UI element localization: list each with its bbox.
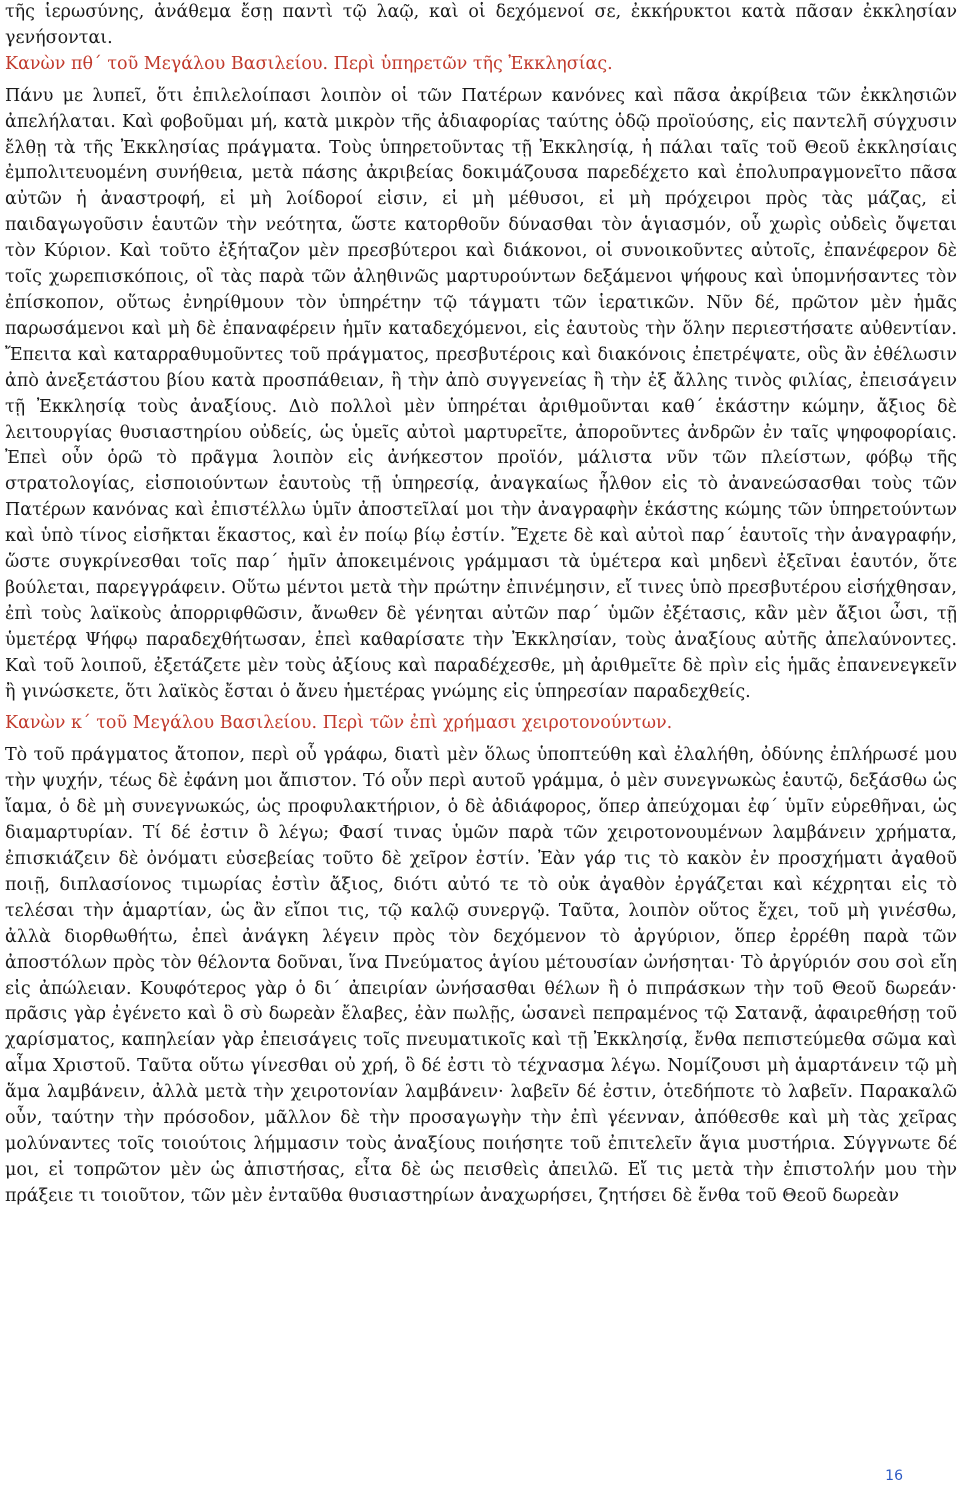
canon-89-heading: Κανὼν πθ΄ τοῦ Μεγάλου Βασιλείου. Περὶ ὑπηρετῶν τῆς Ἐκκλησίας. bbox=[5, 53, 613, 74]
canon-20-heading: Κανὼν κ΄ τοῦ Μεγάλου Βασιλείου. Περὶ τῶν ἐπὶ χρήμασι χειροτονούντων. bbox=[5, 713, 673, 734]
canon-89-body: Πάνυ με λυπεῖ, ὅτι ἐπιλελοίπασι λοιπὸν οἱ τῶν Πατέρων κανόνες καὶ πᾶσα ἀκρίβεια τῶν ἐκκλησιῶν ἀπελήλαται. Καὶ φοβοῦμαι μή, κατὰ μικρὸν τῆς ἀδιαφορίας ταύτης ὁδῷ προϊούσης, εἰς παντελῆ σύγχυσιν ἔλθῃ τὰ τῆς Ἐκκλησίας πράγματα. Τοὺς ὑπηρετοῦντας τῇ Ἐκκλησίᾳ, ἡ πάλαι ταῖς τοῦ Θεοῦ ἐκκλησίαις ἐμπολιτευομένη συνήθεια, μετὰ πάσης ἀκριβείας δοκιμάζουσα παρεδέχετο καὶ ἐπολυπραγμονεῖτο πᾶσα αὐτῶν ἡ ἀναστροφή, εἰ μὴ λοίδοροί εἰσιν, εἰ μὴ μέθυσοι, εἰ μὴ πρόχειροι πρὸς τὰς μάζας, εἰ παιδαγωγοῦσιν ἑαυτῶν τὴν νεότητα, ὥστε κατορθοῦν δύνασθαι τὸν ἁγιασμόν, οὗ χωρὶς οὐδεὶς ὄψεται τὸν Κύριον. Καὶ τοῦτο ἐξήταζον μὲν πρεσβύτεροι καὶ διάκονοι, οἱ συνοικοῦντες αὐτοῖς, ἐπανέφερον δὲ τοῖς χωρεπισκόποις, οἳ τὰς παρὰ τῶν ἀληθινῶς μαρτυρούντων δεξάμενοι ψήφους καὶ ὑπομνήσαντες τὸν ἐπίσκοπον, οὕτως ἐνηρίθμουν τὸν ὑπηρέτην τῷ τάγματι τῶν ἱερατικῶν. Νῦν δέ, πρῶτον μὲν ἡμᾶς παρωσάμενοι καὶ μὴ δὲ ἐπαναφέρειν ἡμῖν καταδεχόμενοι, εἰς ἑαυτοὺς τὴν ὅλην περιεστήσατε αὐθεντίαν. Ἔπειτα καὶ καταρραθυμοῦντες τοῦ πράγματος, πρεσβυτέροις καὶ διακόνοις ἐπετρέψατε, οὓς ἂν ἐθέλωσιν ἀπὸ ἀνεξετάστου βίου κατὰ προσπάθειαν, ἢ τὴν ἀπὸ συγγενείας ἢ τὴν ἐξ ἄλλης τινὸς φιλίας, ἐπεισάγειν τῇ Ἐκκλησίᾳ τοὺς ἀναξίους. Διὸ πολλοὶ μὲν ὑπηρέται ἀριθμοῦνται καθ΄ ἑκάστην κώμην, ἄξιος δὲ λειτουργίας θυσιαστηρίου οὐδείς, ὡς ὑμεῖς αὐτοὶ μαρτυρεῖτε, ἀποροῦντες ἀνδρῶν ἐν ταῖς ψηφοφορίαις. Ἐπεὶ οὖν ὁρῶ τὸ πρᾶγμα λοιπὸν εἰς ἀνήκεστον προϊόν, μάλιστα νῦν τῶν πλείστων, φόβῳ τῆς στρατολογίας, εἰσποιούντων ἑαυτοὺς τῇ ὑπηρεσίᾳ, ἀναγκαίως ἦλθον εἰς τὸ ἀνανεώσασθαι τοὺς τῶν Πατέρων κανόνας καὶ ἐπιστέλλω ὑμῖν ἀποστεῖλαί μοι τὴν ἀναγραφὴν ἑκάστης κώμης τῶν ὑπηρετούντων καὶ ὑπὸ τίνος εἰσῆκται ἕκαστος, καὶ ἐν ποίῳ βίῳ ἐστίν. Ἔχετε δὲ καὶ αὐτοὶ παρ΄ ἑαυτοῖς τὴν ἀναγραφήν, ὥστε συγκρίνεσθαι τοῖς παρ΄ ἡμῖν ἀποκειμένοις γράμμασι τὰ ὑμέτερα καὶ μηδενὶ ἐξεῖναι ἑαυτόν, ὅτε βούλεται, παρεγγράφειν. Οὕτω μέντοι μετὰ τὴν πρώτην ἐπινέμησιν, εἴ τινες ὑπὸ πρεσβυτέρου εἰσήχθησαν, ἐπὶ τοὺς λαϊκοὺς ἀπορριφθῶσιν, ἄνωθεν δὲ γένηται αὐτῶν παρ΄ ὑμῶν ἐξέτασις, κἂν μὲν ἄξιοι ὦσι, τῇ ὑμετέρᾳ Ψήφῳ παραδεχθήτωσαν, ἐπεὶ καθαρίσατε τὴν Ἐκκλησίαν, τοὺς ἀναξίους αὐτῆς ἀπελαύνοντες. Καὶ τοῦ λοιποῦ, ἐξετάζετε μὲν τοὺς ἀξίους καὶ παραδέχεσθε, μὴ ἀριθμεῖτε δὲ πρὶν εἰς ἡμᾶς ἐπανενεγκεῖν ἢ γινώσκετε, ὅτι λαϊκὸς ἔσται ὁ ἄνευ ἡμετέρας γνώμης εἰς ὑπηρεσίαν παραδεχθείς. bbox=[5, 85, 957, 702]
canon-20-body: Τὸ τοῦ πράγματος ἄτοπον, περὶ οὗ γράφω, διατὶ μὲν ὅλως ὑποπτεύθη καὶ ἐλαλήθη, ὀδύνης ἐπλήρωσέ μου τὴν ψυχήν, τέως δὲ ἐφάνη μοι ἄπιστον. Τό οὖν περὶ αυτοῦ γράμμα, ὁ μὲν συνεγνωκὼς ἑαυτῷ, δεξάσθω ὡς ἴαμα, ὁ δὲ μὴ συνεγνωκώς, ὡς προφυλακτήριον, ὁ δὲ ἀδιάφορος, ὅπερ ἀπεύχομαι ἐφ΄ ὑμῖν εὑρεθῆναι, ὡς διαμαρτυρίαν. Τί δέ ἐστιν ὃ λέγω; Φασί τινας ὑμῶν παρὰ τῶν χειροτονουμένων λαμβάνειν χρήματα, ἐπισκιάζειν δὲ ὀνόματι εὐσεβείας τοῦτο δὲ χεῖρον ἐστίν. Ἐὰν γάρ τις τὸ κακὸν ἐν προσχήματι ἀγαθοῦ ποιῇ, διπλασίονος τιμωρίας ἐστὶν ἄξιος, διότι αὐτό τε τὸ οὐκ ἀγαθὸν ἐργάζεται καὶ κέχρηται εἰς τὸ τελέσαι τὴν ἁμαρτίαν, ὡς ἂν εἴποι τις, τῷ καλῷ συνεργῷ. Ταῦτα, λοιπὸν οὕτος ἔχει, τοῦ μὴ γινέσθω, ἀλλὰ διορθωθήτω, ἐπεὶ ἀνάγκη λέγειν πρὸς τὸν δεχόμενον τὸ ἀργύριον, ὅπερ ἐρρέθη παρὰ τῶν ἀποστόλων πρὸς τὸν θέλοντα δοῦναι, ἵνα Πνεύματος ἁγίου μέτουσίαν ὠνήσηται· Τὸ ἀργύριόν σου σοὶ εἴη εἰς ἀπώλειαν. Κουφότερος γὰρ ὁ δι΄ ἀπειρίαν ὠνήσασθαι θέλων ἢ ὁ πιπράσκων τὴν τοῦ Θεοῦ δωρεάν· πρᾶσις γὰρ ἐγένετο καὶ ὃ σὺ δωρεὰν ἔλαβες, ἐὰν πωλῇς, ὡσανεὶ πεπραμένος τῷ Σατανᾷ, ἀφαιρεθήσῃ τοῦ χαρίσματος, καπηλείαν γὰρ ἐπεισάγεις τοῖς πνευματικοῖς καὶ τῇ Ἐκκλησίᾳ, ἔνθα πεπιστεύμεθα σῶμα καὶ αἷμα Χριστοῦ. Ταῦτα οὕτω γίνεσθαι οὐ χρή, ὃ δέ ἐστι τὸ τέχνασμα λέγω. Νομίζουσι μὴ ἁμαρτάνειν τῷ μὴ ἅμα λαμβάνειν, ἀλλὰ μετὰ τὴν χειροτονίαν λαμβάνειν· λαβεῖν δέ ἐστιν, ὁτεδήποτε τὸ λαβεῖν. Παρακαλῶ οὖν, ταύτην τὴν πρόσοδον, μᾶλλον δὲ τὴν προσαγωγὴν τὴν ἐπὶ γέενναν, ἀπόθεσθε καὶ μὴ τὰς χεῖρας μολύναντες τοῖς τοιούτοις λήμμασιν τοὺς ἀναξίους ποιήσητε τοῦ ἐπιτελεῖν ἅγια μυστήρια. Σύγγνωτε δέ μοι, εἰ τοπρῶτον μὲν ὡς ἀπιστήσας, εἶτα δὲ ὡς πεισθεὶς ἀπειλῶ. Εἴ τις μετὰ τὴν ἐπιστολήν μου τὴν πράξειε τι τοιοῦτον, τῶν μὲν ἐνταῦθα θυσιαστηρίων ἀναχωρήσει, ζητήσει δὲ ἔνθα τοῦ Θεοῦ δωρεὰν bbox=[5, 745, 957, 1206]
document-page bbox=[5, 0, 957, 1210]
intro-paragraph: τῆς ἱερωσύνης, ἀνάθεμα ἔσῃ παντὶ τῷ λαῷ, καὶ οἱ δεχόμενοί σε, ἐκκήρυκτοι κατὰ πᾶσαν ἐκκλησίαν γενήσονται. bbox=[5, 2, 957, 48]
page-number: 16 bbox=[885, 1468, 903, 1484]
